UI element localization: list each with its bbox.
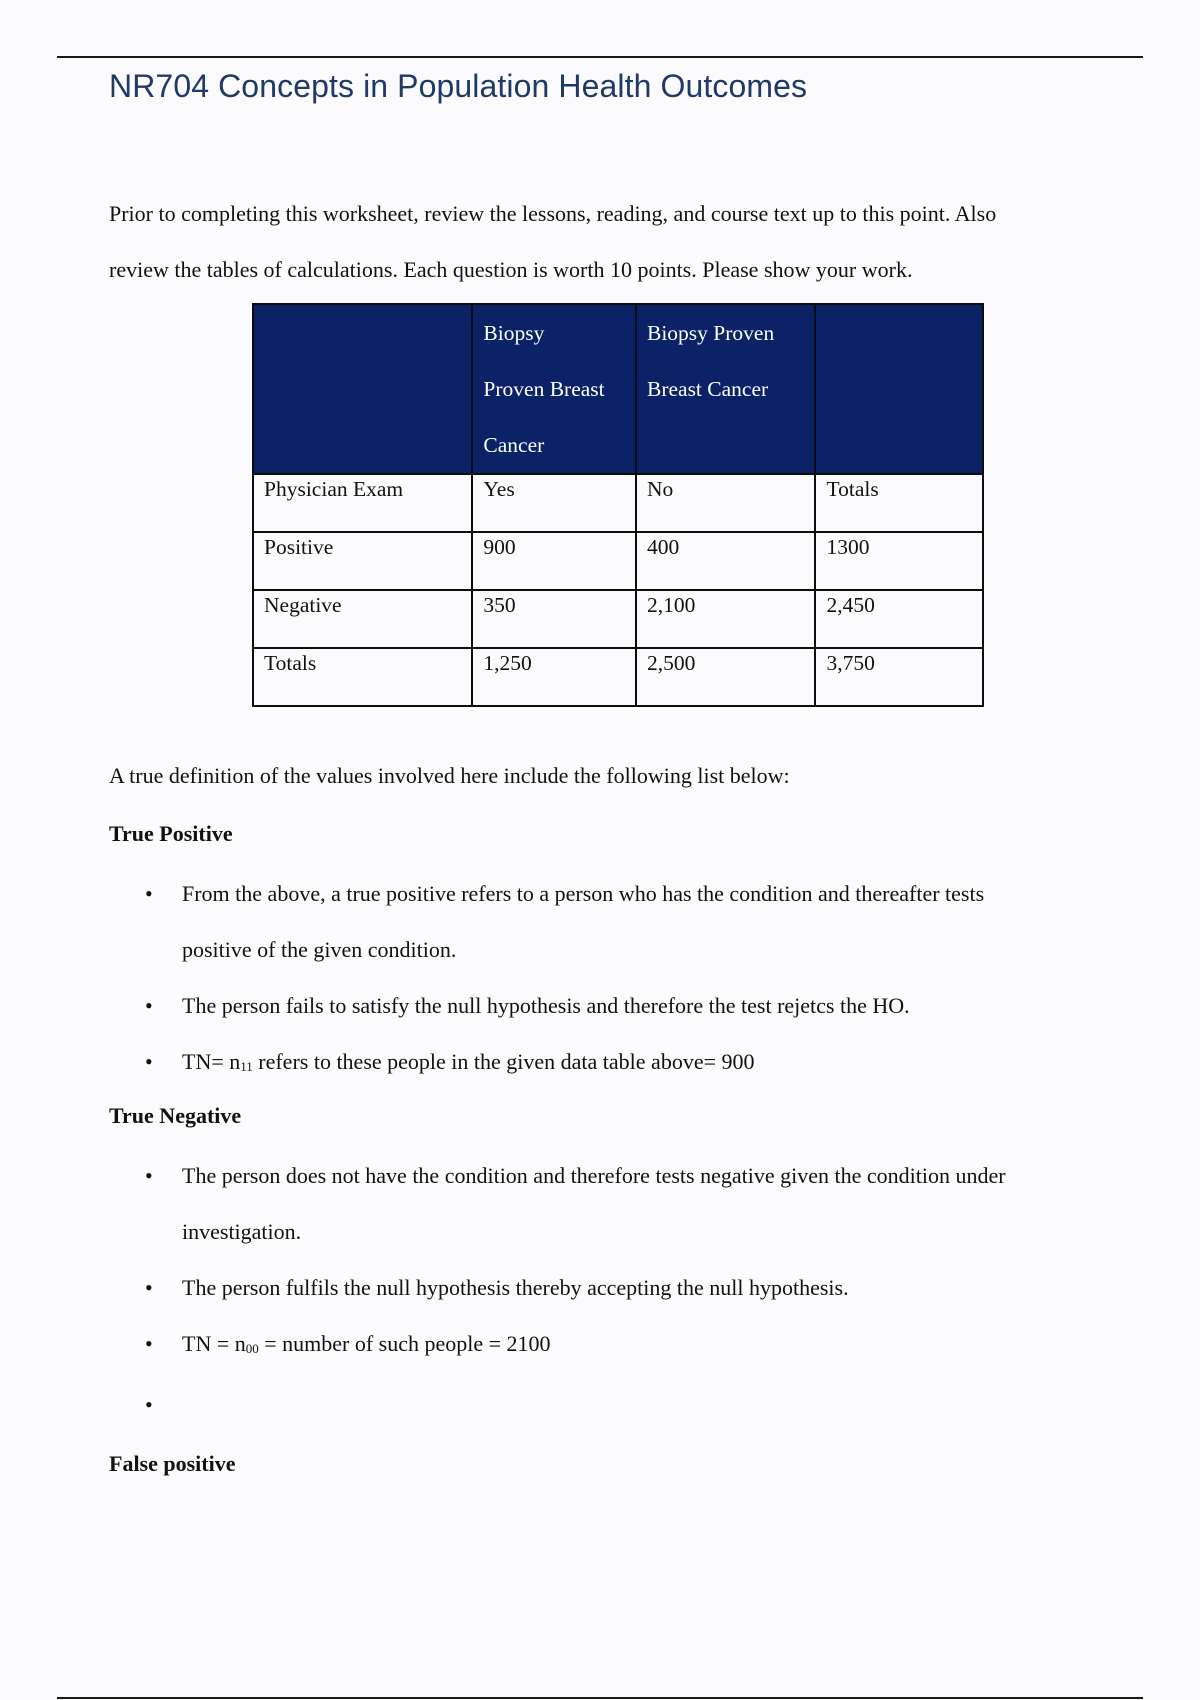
list-item: [109, 1034, 1109, 1095]
table-header-cell-empty-1: [253, 304, 472, 474]
table-row: [253, 590, 983, 648]
true-negative-list: [109, 1148, 1109, 1433]
table-row: [253, 648, 983, 706]
header-line: Breast Cancer: [646, 377, 769, 401]
formula-prefix: TN= n: [182, 1049, 241, 1074]
list-item: [109, 1148, 1109, 1260]
heading-false-positive: False positive: [109, 1451, 236, 1476]
table-cell: 2,500: [636, 648, 815, 706]
table-row: [253, 474, 983, 532]
table-header-cell-biopsy-yes: [472, 304, 636, 474]
list-item-empty: [109, 1377, 1109, 1433]
list-item: [109, 1260, 1109, 1316]
heading-true-negative: True Negative: [109, 1103, 242, 1128]
table-header-cell-biopsy-no: [636, 304, 815, 474]
formula-subscript: 00: [245, 1341, 259, 1356]
table-cell: Totals: [253, 648, 472, 706]
table-cell: 350: [472, 590, 636, 648]
table-cell: Totals: [815, 474, 983, 532]
header-line: Biopsy: [483, 321, 545, 345]
header-line: Cancer: [483, 433, 545, 457]
table-header-row: [253, 304, 983, 474]
list-item-text: investigation.: [182, 1219, 302, 1244]
intro-paragraph: [109, 186, 1109, 298]
intro-line-1: Prior to completing this worksheet, review the lessons, reading, and course text up to this point. Also: [109, 201, 997, 226]
intro-line-2: review the tables of calculations. Each question is worth 10 points. Please show your work.: [109, 257, 913, 282]
table-cell: Positive: [253, 532, 472, 590]
table-cell: 400: [636, 532, 815, 590]
table-cell: 3,750: [815, 648, 983, 706]
formula-prefix: TN = n: [182, 1331, 246, 1356]
table-cell: Physician Exam: [253, 474, 472, 532]
header-line: Biopsy Proven: [646, 321, 775, 345]
contingency-table: [252, 303, 984, 707]
table-cell: 2,100: [636, 590, 815, 648]
definitions-lead: A true definition of the values involved here include the following list below:: [109, 763, 790, 788]
table-row: [253, 532, 983, 590]
table-cell: No: [636, 474, 815, 532]
table-header-cell-empty-4: [815, 304, 983, 474]
formula-subscript: 11: [240, 1059, 253, 1074]
list-item: [109, 1316, 1109, 1377]
table-cell: 900: [472, 532, 636, 590]
list-item-text: The person fulfils the null hypothesis thereby accepting the null hypothesis.: [182, 1275, 849, 1300]
header-line: Proven Breast: [483, 377, 605, 401]
table-cell: 2,450: [815, 590, 983, 648]
list-item-text: The person fails to satisfy the null hypothesis and therefore the test rejetcs the HO.: [182, 993, 910, 1018]
list-item-text: From the above, a true positive refers to a person who has the condition and thereafter tests: [182, 881, 985, 906]
table-cell: Negative: [253, 590, 472, 648]
table-cell: 1,250: [472, 648, 636, 706]
list-item: [109, 978, 1109, 1034]
formula-suffix: refers to these people in the given data table above= 900: [252, 1049, 755, 1074]
formula-suffix: = number of such people = 2100: [258, 1331, 551, 1356]
list-item-text: The person does not have the condition and therefore tests negative given the condition under: [182, 1163, 1006, 1188]
list-item-text: positive of the given condition.: [182, 937, 457, 962]
heading-true-positive: True Positive: [109, 821, 233, 846]
true-positive-list: [109, 866, 1109, 1095]
bottom-rule: [57, 1697, 1143, 1699]
table-cell: Yes: [472, 474, 636, 532]
list-item: [109, 866, 1109, 978]
top-rule: [57, 56, 1143, 58]
page-title: NR704 Concepts in Population Health Outcomes: [109, 68, 808, 104]
table-cell: 1300: [815, 532, 983, 590]
